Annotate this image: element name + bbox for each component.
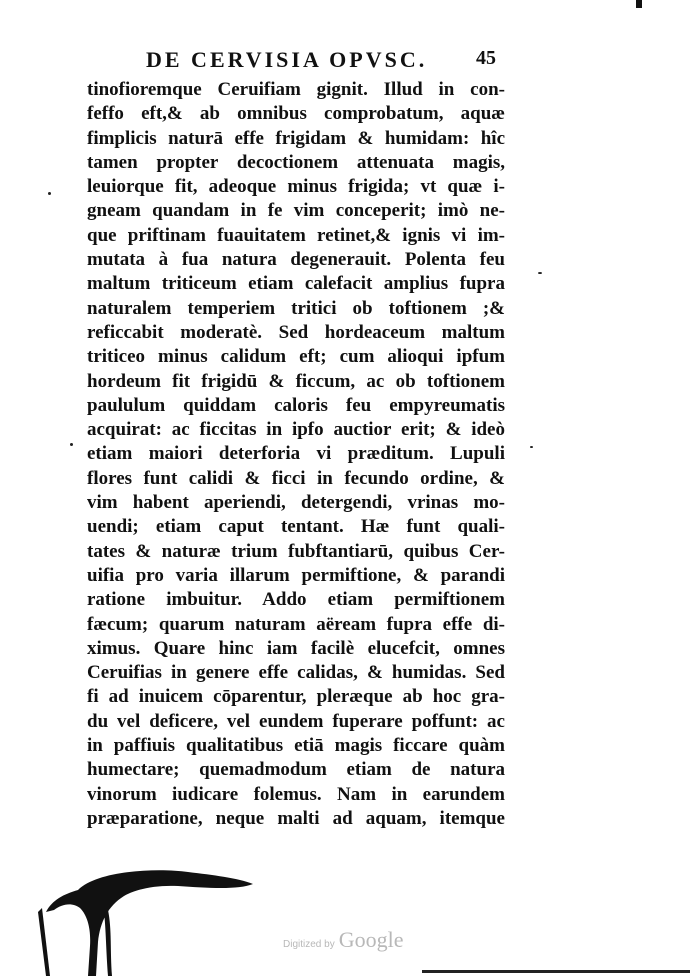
text-line: flores funt calidi & ficci in fecundo ordine, & bbox=[87, 467, 505, 489]
text-line: fi ad inuicem cōparentur, pleræque ab hoc gra- bbox=[87, 686, 505, 708]
text-line: uifia pro varia illarum permiftione, & parandi bbox=[87, 564, 505, 586]
text-line: fimplicis naturā effe frigidam & humidam: hîc bbox=[87, 127, 505, 149]
text-line: du vel deficere, vel eundem fuperare poffunt: ac bbox=[87, 710, 505, 732]
google-logo: Google bbox=[338, 927, 404, 952]
text-line: triticeo minus calidum eft; cum alioqui ipfum bbox=[87, 346, 505, 368]
text-line: etiam maiori deterforia vi præditum. Lupuli bbox=[87, 443, 505, 465]
ink-stain bbox=[38, 850, 258, 976]
text-line: acquirat: ac ficcitas in ipfo auctior erit; & ideò bbox=[87, 419, 505, 441]
text-line: uendi; etiam caput tentant. Hæ funt quali- bbox=[87, 516, 505, 538]
text-line: Ceruifias in genere effe calidas, & humidas. Sed bbox=[87, 662, 505, 684]
ink-speck bbox=[48, 192, 51, 195]
text-line: hordeum fit frigidū & ficcum, ac ob toftionem bbox=[87, 370, 505, 392]
text-line: humectare; quemadmodum etiam de natura bbox=[87, 759, 505, 781]
ink-speck bbox=[70, 443, 73, 446]
ink-speck bbox=[538, 272, 542, 274]
text-line: præparatione, neque malti ad aquam, itemque bbox=[87, 807, 505, 829]
text-line: maltum triticeum etiam calefacit amplius fupra bbox=[87, 273, 505, 295]
bottom-rule bbox=[422, 970, 690, 973]
text-line: leuiorque fit, adeoque minus frigida; vt quæ i- bbox=[87, 176, 505, 198]
text-line: tinofioremque Ceruifiam gignit. Illud in con- bbox=[87, 79, 505, 100]
text-line: ximus. Quare hinc iam facilè elucefcit, omnes bbox=[87, 637, 505, 659]
text-line: vinorum iudicare folemus. Nam in earundem bbox=[87, 783, 505, 805]
digitized-by-label: Digitized by bbox=[283, 939, 335, 950]
text-line: naturalem temperiem tritici ob toftionem ;& bbox=[87, 297, 505, 319]
page-number: 45 bbox=[476, 47, 496, 69]
text-line: feffo eft,& ab omnibus comprobatum, aquæ bbox=[87, 103, 505, 125]
text-line: ratione imbuitur. Addo etiam permiftionem bbox=[87, 589, 505, 611]
text-line: paululum quiddam caloris feu empyreumatis bbox=[87, 394, 505, 416]
text-line: tates & naturæ trium fubftantiarū, quibus Cer- bbox=[87, 540, 505, 562]
text-line: mutata à fua natura degenerauit. Polenta feu bbox=[87, 249, 505, 271]
ink-speck bbox=[530, 446, 533, 448]
text-line: tamen propter decoctionem attenuata magis, bbox=[87, 151, 505, 173]
text-line: vim habent aperiendi, detergendi, vrinas mo- bbox=[87, 492, 505, 514]
body-text bbox=[87, 78, 505, 831]
running-title: DE CERVISIA OPVSC. bbox=[146, 47, 428, 72]
text-line: fæcum; quarum naturam aëream fupra effe di- bbox=[87, 613, 505, 635]
text-line: in paffiuis qualitatibus etiā magis ficcare quàm bbox=[87, 735, 505, 757]
page-corner-mark bbox=[636, 0, 642, 8]
page-header bbox=[146, 47, 496, 75]
text-line: reficcabit moderatè. Sed hordeaceum maltum bbox=[87, 321, 505, 343]
text-line: que priftinam fuauitatem retinet,& ignis vi im- bbox=[87, 224, 505, 246]
digitized-by-google-watermark bbox=[283, 927, 403, 953]
text-line: gneam quandam in fe vim conceperit; imò ne- bbox=[87, 200, 505, 222]
